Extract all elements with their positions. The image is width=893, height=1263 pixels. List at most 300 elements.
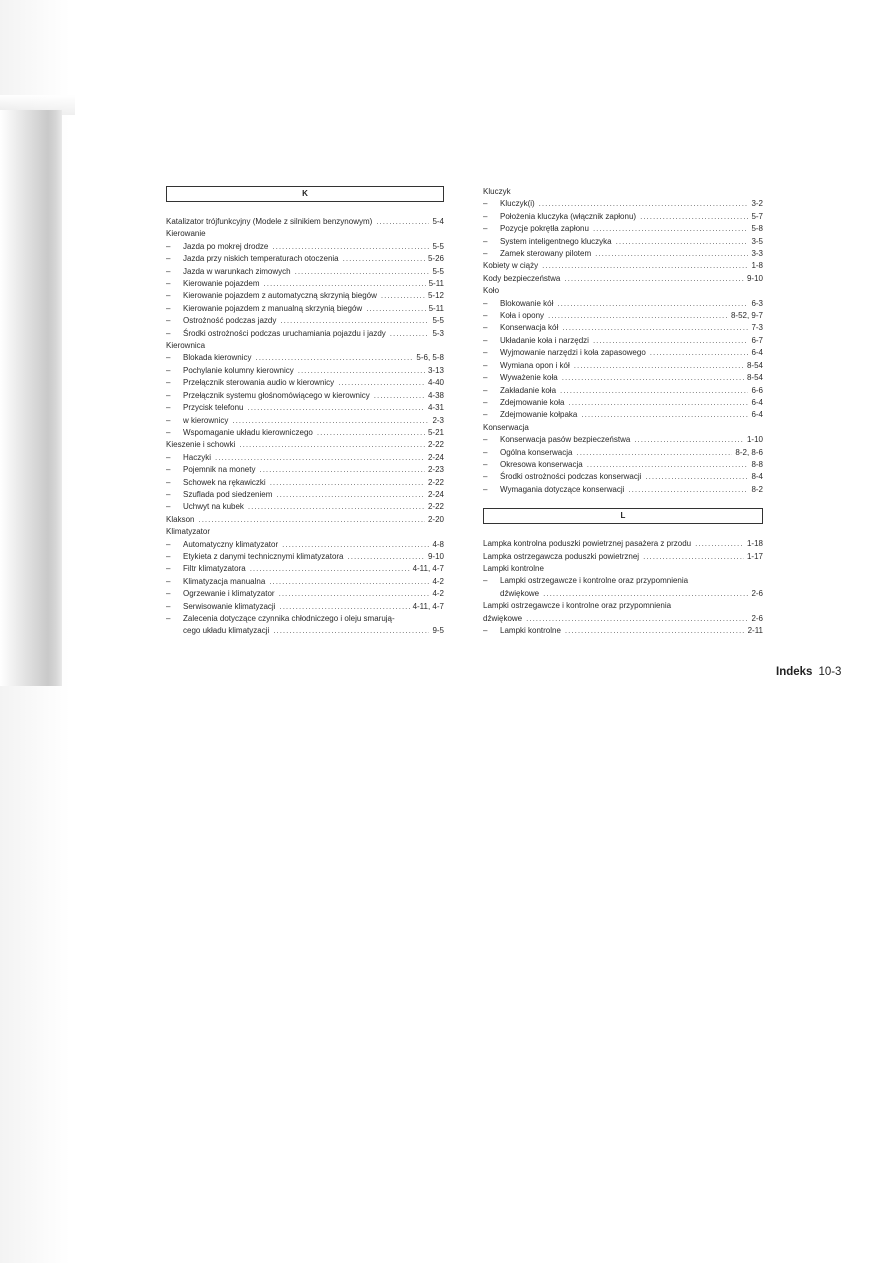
- index-entry: [166, 625, 444, 637]
- entry-label: Kieszenie i schowki: [166, 440, 236, 450]
- entry-label: Środki ostrożności podczas konserwacji: [500, 472, 642, 482]
- entry-label: Etykieta z danymi technicznymi klimatyzatora: [183, 551, 344, 561]
- index-entry: [166, 216, 444, 228]
- entry-label: w kierownicy: [183, 415, 229, 425]
- entry-label: Wyważenie koła: [500, 373, 558, 383]
- index-entry: [483, 459, 763, 471]
- entry-leader-dots: [548, 310, 728, 322]
- entry-label: Lampka ostrzegawcza poduszki powietrznej: [483, 551, 640, 561]
- index-entry: [166, 551, 444, 563]
- entry-leader-dots: [562, 322, 748, 334]
- index-list-l: [483, 538, 763, 637]
- index-entry: [483, 335, 763, 347]
- entry-dash: –: [483, 385, 488, 395]
- entry-dash: –: [166, 279, 171, 289]
- entry-leader-dots: [255, 352, 413, 364]
- entry-dash: –: [483, 323, 488, 333]
- index-entry: [166, 526, 444, 538]
- entry-page-ref: 8-52, 9-7: [730, 311, 763, 321]
- entry-label: Koła i opony: [500, 311, 545, 321]
- entry-leader-dots: [250, 563, 410, 575]
- index-entry: [483, 625, 763, 637]
- entry-dash: –: [166, 465, 171, 475]
- entry-leader-dots: [343, 253, 425, 265]
- index-entry: [166, 563, 444, 575]
- entry-dash: –: [166, 415, 171, 425]
- entry-leader-dots: [239, 439, 425, 451]
- entry-page-ref: 5-7: [751, 211, 763, 221]
- entry-label: Zamek sterowany pilotem: [500, 249, 592, 259]
- index-entry: [166, 390, 444, 402]
- index-column-right: [483, 186, 763, 637]
- entry-dash: –: [166, 254, 171, 264]
- entry-dash: –: [483, 335, 488, 345]
- entry-dash: –: [166, 489, 171, 499]
- entry-dash: –: [166, 403, 171, 413]
- scan-shadow-edge: [0, 110, 62, 686]
- entry-page-ref: 8-8: [751, 459, 763, 469]
- index-list-k-right: [483, 186, 763, 496]
- entry-page-ref: 3-2: [751, 199, 763, 209]
- entry-leader-dots: [348, 551, 425, 563]
- entry-leader-dots: [587, 459, 749, 471]
- entry-dash: –: [166, 365, 171, 375]
- entry-label: Serwisowanie klimatyzacji: [183, 601, 276, 611]
- index-entry: [166, 464, 444, 476]
- index-entry: [483, 600, 763, 612]
- entry-leader-dots: [279, 588, 430, 600]
- entry-leader-dots: [338, 377, 425, 389]
- entry-label: Kody bezpieczeństwa: [483, 273, 561, 283]
- entry-page-ref: 2-22: [427, 440, 444, 450]
- entry-dash: –: [166, 452, 171, 462]
- entry-label: Kluczyk(i): [500, 199, 535, 209]
- entry-page-ref: 1-17: [746, 551, 763, 561]
- entry-label: Lampka kontrolna poduszki powietrznej pasażera z przodu: [483, 539, 692, 549]
- entry-page-ref: 1-8: [751, 261, 763, 271]
- entry-page-ref: 5-5: [432, 266, 444, 276]
- index-entry: [483, 322, 763, 334]
- entry-label: Okresowa konserwacja: [500, 459, 583, 469]
- entry-label: Środki ostrożności podczas uruchamiania pojazdu i jazdy: [183, 328, 386, 338]
- entry-page-ref: 2-22: [427, 477, 444, 487]
- entry-label: dźwiękowe: [483, 613, 523, 623]
- entry-page-ref: 4-11, 4-7: [412, 601, 444, 611]
- entry-label: Lampki ostrzegawcze i kontrolne oraz przypomnienia: [500, 576, 689, 586]
- entry-page-ref: 5-11: [428, 303, 444, 313]
- entry-leader-dots: [280, 315, 429, 327]
- entry-leader-dots: [576, 447, 732, 459]
- index-entry: [483, 538, 763, 550]
- entry-leader-dots: [232, 415, 429, 427]
- entry-leader-dots: [628, 484, 748, 496]
- entry-leader-dots: [574, 360, 744, 372]
- letter-header-l: L: [483, 508, 763, 524]
- entry-label: Wspomaganie układu kierowniczego: [183, 427, 313, 437]
- entry-page-ref: 2-3: [432, 415, 444, 425]
- index-entry: [166, 415, 444, 427]
- entry-page-ref: 4-38: [427, 390, 444, 400]
- index-entry: [483, 198, 763, 210]
- entry-label: Ogólna konserwacja: [500, 447, 573, 457]
- entry-leader-dots: [295, 266, 430, 278]
- entry-leader-dots: [640, 211, 748, 223]
- entry-page-ref: 4-31: [427, 403, 444, 413]
- entry-label: Uchwyt na kubek: [183, 502, 244, 512]
- entry-label: Zdejmowanie kołpaka: [500, 410, 578, 420]
- entry-page-ref: 9-5: [432, 626, 444, 636]
- entry-label: Pojemnik na monety: [183, 465, 256, 475]
- index-entry: [483, 422, 763, 434]
- entry-page-ref: 8-2, 8-6: [735, 447, 763, 457]
- entry-page-ref: 6-6: [751, 385, 763, 395]
- index-entry: [166, 352, 444, 364]
- index-entry: [166, 477, 444, 489]
- entry-label: Koło: [483, 286, 500, 296]
- entry-dash: –: [166, 427, 171, 437]
- entry-label: Lampki kontrolne: [500, 626, 561, 635]
- entry-leader-dots: [557, 298, 748, 310]
- index-entry: [166, 427, 444, 439]
- entry-page-ref: 2-11: [747, 626, 763, 635]
- index-entry: [483, 613, 763, 625]
- entry-leader-dots: [581, 409, 748, 421]
- entry-label: Konserwacja: [483, 422, 529, 432]
- index-entry: [483, 285, 763, 297]
- entry-dash: –: [166, 601, 171, 611]
- entry-page-ref: 8-4: [751, 472, 763, 482]
- entry-page-ref: 8-54: [746, 373, 763, 383]
- entry-label: Przełącznik sterowania audio w kierownicy: [183, 378, 335, 388]
- entry-page-ref: 8-2: [751, 484, 763, 494]
- entry-label: Kierowanie pojazdem z manualną skrzynią biegów: [183, 303, 363, 313]
- index-entry: [483, 484, 763, 496]
- entry-dash: –: [483, 348, 488, 358]
- entry-label: Zalecenia dotyczące czynnika chłodniczego i oleju smarują-: [183, 614, 395, 623]
- entry-leader-dots: [317, 427, 425, 439]
- index-entry: [166, 315, 444, 327]
- index-entry: [166, 228, 444, 240]
- entry-page-ref: 6-4: [751, 348, 763, 358]
- entry-label: Pozycje pokrętła zapłonu: [500, 224, 589, 234]
- entry-dash: –: [166, 589, 171, 599]
- entry-leader-dots: [374, 390, 425, 402]
- index-entry: [166, 253, 444, 265]
- footer-page-number: 10-3: [818, 666, 842, 678]
- index-entry: [483, 248, 763, 260]
- entry-dash: –: [483, 397, 488, 407]
- entry-page-ref: 5-3: [432, 328, 444, 338]
- entry-leader-dots: [542, 260, 748, 272]
- entry-dash: –: [483, 211, 488, 221]
- entry-page-ref: 5-6, 5-8: [416, 353, 444, 363]
- index-entry: [166, 290, 444, 302]
- entry-dash: –: [166, 241, 171, 251]
- entry-leader-dots: [270, 477, 425, 489]
- index-entry: [166, 278, 444, 290]
- entry-dash: –: [166, 539, 171, 549]
- entry-page-ref: 1-10: [746, 435, 763, 445]
- entry-label: Zakładanie koła: [500, 385, 557, 395]
- entry-label: cego układu klimatyzacji: [183, 626, 270, 636]
- entry-page-ref: 5-5: [432, 316, 444, 326]
- index-entry: [166, 452, 444, 464]
- entry-dash: –: [483, 410, 488, 420]
- entry-label: Szuflada pod siedzeniem: [183, 489, 273, 499]
- entry-page-ref: 4-2: [432, 589, 444, 599]
- entry-label: Klimatyzacja manualna: [183, 576, 266, 586]
- index-entry: [166, 588, 444, 600]
- entry-page-ref: 3-13: [427, 365, 444, 375]
- entry-page-ref: 4-8: [432, 539, 444, 549]
- entry-page-ref: 5-12: [427, 291, 444, 301]
- index-entry: [166, 266, 444, 278]
- entry-leader-dots: [526, 613, 748, 625]
- entry-dash: –: [166, 303, 171, 313]
- index-entry: [483, 447, 763, 459]
- entry-page-ref: 2-20: [427, 514, 444, 524]
- entry-label: Haczyki: [183, 452, 212, 462]
- entry-leader-dots: [282, 539, 429, 551]
- index-entry: [166, 402, 444, 414]
- entry-dash: –: [483, 311, 488, 321]
- entry-page-ref: 3-3: [751, 249, 763, 259]
- entry-label: Jazda w warunkach zimowych: [183, 266, 291, 276]
- entry-label: Schowek na rękawiczki: [183, 477, 266, 487]
- index-entry: [483, 273, 763, 285]
- entry-dash: –: [483, 447, 488, 457]
- entry-label: Ogrzewanie i klimatyzator: [183, 589, 275, 599]
- entry-leader-dots: [198, 514, 425, 526]
- entry-leader-dots: [390, 328, 430, 340]
- entry-leader-dots: [593, 335, 749, 347]
- entry-label: Konserwacja pasów bezpieczeństwa: [500, 435, 631, 445]
- entry-dash: –: [483, 373, 488, 383]
- entry-page-ref: 5-11: [428, 279, 444, 289]
- entry-leader-dots: [568, 397, 748, 409]
- entry-leader-dots: [560, 385, 748, 397]
- index-entry: [483, 434, 763, 446]
- entry-leader-dots: [273, 625, 429, 637]
- entry-dash: –: [166, 551, 171, 561]
- entry-leader-dots: [634, 434, 744, 446]
- entry-label: Kobiety w ciąży: [483, 261, 539, 271]
- entry-label: Blokowanie kół: [500, 298, 554, 308]
- entry-label: Kluczyk: [483, 187, 511, 196]
- entry-dash: –: [483, 236, 488, 246]
- index-entry: [483, 298, 763, 310]
- entry-label: dźwiękowe: [500, 588, 540, 598]
- entry-leader-dots: [247, 402, 425, 414]
- entry-dash: –: [166, 564, 171, 574]
- entry-leader-dots: [593, 223, 748, 235]
- entry-page-ref: 8-54: [746, 360, 763, 370]
- index-entry: [166, 489, 444, 501]
- entry-page-ref: 5-4: [432, 217, 444, 226]
- entry-page-ref: 9-10: [427, 551, 444, 561]
- entry-label: Lampki kontrolne: [483, 563, 544, 573]
- entry-label: Pochylanie kolumny kierownicy: [183, 365, 294, 375]
- index-entry: [166, 501, 444, 513]
- index-entry: [166, 576, 444, 588]
- entry-page-ref: 3-5: [751, 236, 763, 246]
- entry-dash: –: [166, 614, 171, 623]
- index-entry: [483, 372, 763, 384]
- entry-label: Kierowanie: [166, 229, 206, 239]
- entry-label: Klakson: [166, 514, 195, 524]
- entry-leader-dots: [376, 216, 429, 228]
- entry-label: Jazda przy niskich temperaturach otoczenia: [183, 254, 339, 264]
- entry-page-ref: 5-8: [751, 224, 763, 234]
- entry-dash: –: [483, 626, 488, 635]
- entry-leader-dots: [366, 303, 425, 315]
- entry-label: Układanie koła i narzędzi: [500, 335, 589, 345]
- entry-page-ref: 2-23: [427, 465, 444, 475]
- entry-dash: –: [483, 224, 488, 234]
- entry-leader-dots: [276, 489, 425, 501]
- entry-leader-dots: [298, 365, 425, 377]
- entry-page-ref: 5-26: [427, 254, 444, 264]
- entry-leader-dots: [643, 551, 744, 563]
- index-entry: [166, 601, 444, 613]
- entry-dash: –: [166, 378, 171, 388]
- entry-leader-dots: [264, 278, 426, 290]
- index-entry: [483, 588, 763, 600]
- entry-page-ref: 6-7: [751, 335, 763, 345]
- entry-page-ref: 5-5: [432, 241, 444, 251]
- entry-label: System inteligentnego kluczyka: [500, 236, 612, 246]
- index-entry: [166, 303, 444, 315]
- entry-leader-dots: [269, 576, 429, 588]
- entry-leader-dots: [248, 501, 425, 513]
- index-entry: [166, 539, 444, 551]
- entry-label: Zdejmowanie koła: [500, 397, 565, 407]
- index-entry: [483, 223, 763, 235]
- index-entry: [483, 236, 763, 248]
- entry-dash: –: [483, 298, 488, 308]
- entry-leader-dots: [543, 588, 748, 600]
- entry-page-ref: 4-40: [427, 378, 444, 388]
- entry-label: Jazda po mokrej drodze: [183, 241, 269, 251]
- index-entry: [483, 575, 763, 587]
- entry-dash: –: [166, 266, 171, 276]
- index-entry: [483, 260, 763, 272]
- entry-page-ref: 9-10: [746, 273, 763, 283]
- entry-label: Wymiana opon i kół: [500, 360, 570, 370]
- entry-page-ref: 2-6: [751, 588, 763, 598]
- entry-leader-dots: [381, 290, 425, 302]
- entry-leader-dots: [564, 273, 744, 285]
- entry-leader-dots: [215, 452, 425, 464]
- entry-page-ref: 4-11, 4-7: [412, 564, 444, 574]
- entry-label: Lampki ostrzegawcze i kontrolne oraz przypomnienia: [483, 601, 672, 611]
- entry-page-ref: 2-22: [427, 502, 444, 512]
- entry-dash: –: [166, 390, 171, 400]
- index-entry: [483, 471, 763, 483]
- index-entry: [483, 360, 763, 372]
- entry-dash: –: [166, 291, 171, 301]
- footer-section-label: Indeks: [776, 666, 813, 678]
- entry-leader-dots: [645, 471, 748, 483]
- letter-header-k: K: [166, 186, 444, 202]
- entry-leader-dots: [562, 372, 744, 384]
- entry-label: Ostrożność podczas jazdy: [183, 316, 277, 326]
- entry-leader-dots: [565, 625, 745, 637]
- entry-leader-dots: [595, 248, 748, 260]
- entry-dash: –: [483, 576, 488, 586]
- entry-leader-dots: [259, 464, 425, 476]
- index-entry: [166, 328, 444, 340]
- entry-label: Blokada kierownicy: [183, 353, 252, 363]
- entry-page-ref: 6-4: [751, 410, 763, 420]
- entry-leader-dots: [539, 198, 749, 210]
- entry-label: Filtr klimatyzatora: [183, 564, 246, 574]
- entry-dash: –: [166, 502, 171, 512]
- entry-page-ref: 2-24: [427, 452, 444, 462]
- entry-page-ref: 6-3: [751, 298, 763, 308]
- entry-dash: –: [166, 353, 171, 363]
- entry-page-ref: 4-2: [432, 576, 444, 586]
- entry-label: Klimatyzator: [166, 527, 211, 537]
- entry-page-ref: 6-4: [751, 397, 763, 407]
- index-entry: [483, 211, 763, 223]
- entry-label: Katalizator trójfunkcyjny (Modele z silnikiem benzynowym): [166, 217, 373, 226]
- entry-dash: –: [166, 328, 171, 338]
- entry-dash: –: [483, 459, 488, 469]
- entry-label: Położenia kluczyka (włącznik zapłonu): [500, 211, 637, 221]
- entry-label: Kierownica: [166, 341, 206, 351]
- index-list-k-left: [166, 216, 444, 638]
- entry-label: Wymagania dotyczące konserwacji: [500, 484, 625, 494]
- index-column-left: [166, 186, 444, 638]
- entry-label: Wyjmowanie narzędzi i koła zapasowego: [500, 348, 646, 358]
- entry-page-ref: 2-6: [751, 613, 763, 623]
- page-footer: [776, 666, 841, 678]
- index-entry: [483, 385, 763, 397]
- index-entry: [166, 514, 444, 526]
- index-entry: [483, 563, 763, 575]
- index-entry: [483, 347, 763, 359]
- entry-label: Kierowanie pojazdem z automatyczną skrzynią biegów: [183, 291, 377, 301]
- entry-label: Kierowanie pojazdem: [183, 279, 260, 289]
- entry-dash: –: [483, 435, 488, 445]
- entry-label: Przełącznik systemu głośnomówiącego w kierownicy: [183, 390, 370, 400]
- index-entry: [483, 397, 763, 409]
- index-entry: [166, 613, 444, 625]
- entry-page-ref: 5-21: [427, 427, 444, 437]
- entry-label: Przycisk telefonu: [183, 403, 244, 413]
- entry-leader-dots: [279, 601, 409, 613]
- index-entry: [166, 340, 444, 352]
- entry-dash: –: [166, 316, 171, 326]
- entry-label: Automatyczny klimatyzator: [183, 539, 279, 549]
- entry-page-ref: 7-3: [751, 323, 763, 333]
- entry-leader-dots: [272, 241, 429, 253]
- index-entry: [166, 439, 444, 451]
- index-entry: [166, 365, 444, 377]
- entry-dash: –: [166, 477, 171, 487]
- entry-dash: –: [483, 360, 488, 370]
- entry-label: Konserwacja kół: [500, 323, 559, 333]
- entry-leader-dots: [616, 236, 749, 248]
- entry-leader-dots: [650, 347, 749, 359]
- entry-page-ref: 1-18: [746, 539, 763, 549]
- entry-dash: –: [483, 199, 488, 209]
- index-entry: [483, 409, 763, 421]
- entry-dash: –: [483, 484, 488, 494]
- index-entry: [166, 241, 444, 253]
- entry-page-ref: 2-24: [427, 489, 444, 499]
